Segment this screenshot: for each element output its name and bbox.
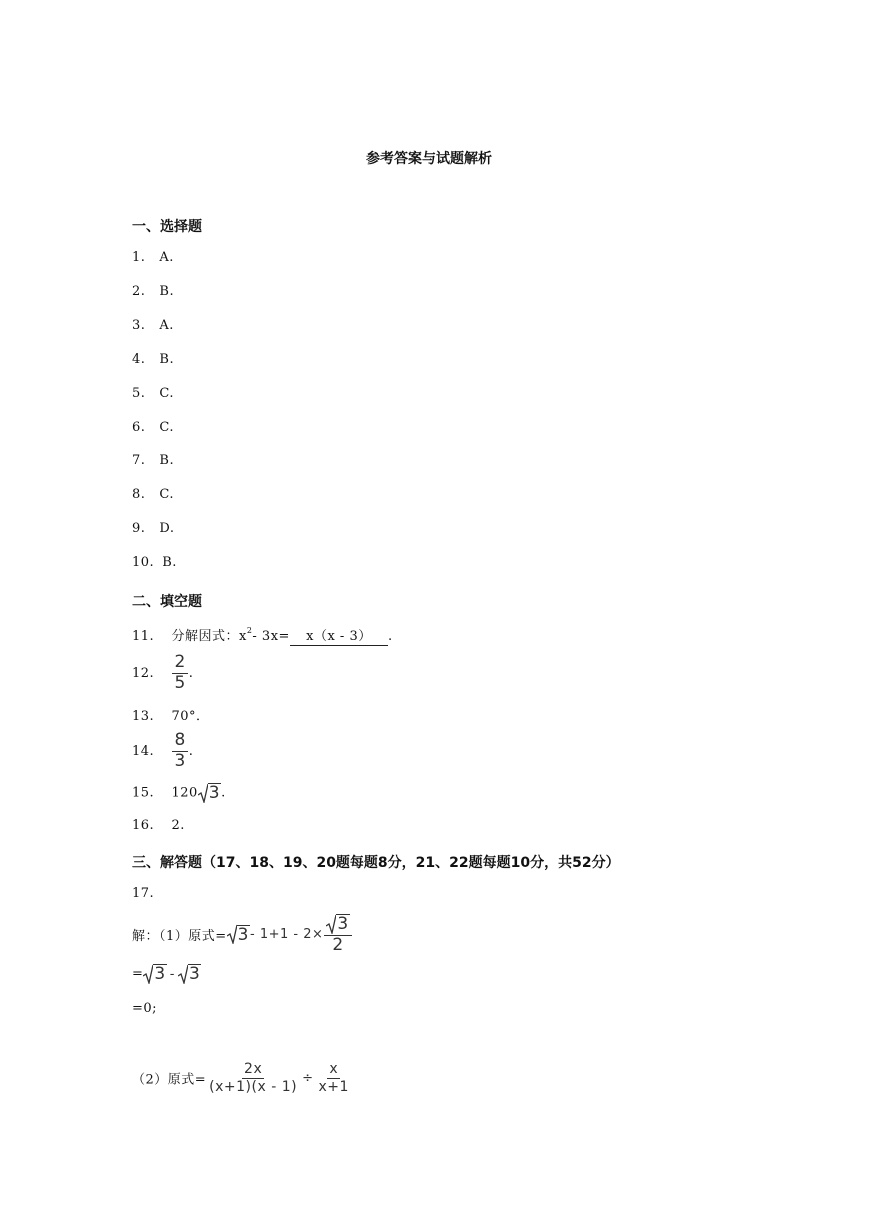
section-heading-choice: 一、选择题 <box>132 219 202 235</box>
page-title: 参考答案与试题解析 <box>366 151 492 167</box>
solution-17-line-3: =0; <box>132 1001 158 1016</box>
answer-13 <box>132 705 210 724</box>
choice-answer-4 <box>132 352 174 367</box>
answer-11-mid: - 3x= <box>252 629 290 644</box>
answer-16-value: 2. <box>171 818 185 833</box>
fraction-x-over-x-plus-1: $\frac{x}{x+1}$ <box>318 1061 349 1095</box>
choice-letter: C. <box>159 420 175 435</box>
question-number: 9. <box>132 521 146 536</box>
choice-letter: C. <box>159 487 175 502</box>
choice-answer-5 <box>132 386 174 401</box>
answer-12: 12. $\frac{2}{5}$ . <box>132 652 194 693</box>
answer-11-suffix: . <box>387 629 393 644</box>
question-number: 3. <box>132 318 146 333</box>
solution-17-line-2: = 3 - 3 <box>132 964 201 985</box>
choice-answer-1 <box>132 250 174 265</box>
question-number: 2. <box>132 284 146 299</box>
choice-answer-9 <box>132 521 175 536</box>
question-number: 1. <box>132 250 146 265</box>
solution-17-line-1: 解：（1）原式= 3 - 1+1 - 2× $\frac{3}{2}$ <box>132 914 353 955</box>
choice-answer-10 <box>132 555 177 570</box>
answer-11-exponent: 2 <box>246 626 253 635</box>
answer-11 <box>132 625 393 646</box>
question-number: 7. <box>132 453 146 468</box>
question-number: 8. <box>132 487 146 502</box>
answer-15: 15. 120 3 . <box>132 783 226 804</box>
choice-letter: B. <box>159 453 175 468</box>
question-number: 10. <box>132 555 155 570</box>
fraction-8-3: $\frac{8}{3}$ <box>174 730 186 771</box>
choice-letter: B. <box>159 284 175 299</box>
fraction-2-5: $\frac{2}{5}$ <box>174 652 186 693</box>
choice-answer-8 <box>132 487 174 502</box>
answer-11-prefix: 分解因式：x <box>171 629 247 644</box>
choice-letter: C. <box>159 386 175 401</box>
answer-14: 14. $\frac{8}{3}$ . <box>132 730 194 771</box>
choice-answer-6 <box>132 420 174 435</box>
question-number: 4. <box>132 352 146 367</box>
choice-answer-3 <box>132 318 174 333</box>
choice-letter: B. <box>162 555 177 570</box>
solution-17-line-4: （2）原式= $\frac{2x}{(x+1)(x - 1)}$ ÷ $\frac{x}{x+1}$ <box>132 1061 349 1095</box>
choice-letter: A. <box>159 318 174 333</box>
fraction-2x-over-product: $\frac{2x}{(x+1)(x - 1)}$ <box>209 1061 298 1095</box>
sqrt-symbol: 3 <box>198 783 221 803</box>
sqrt-symbol: 3 <box>326 914 349 934</box>
sqrt-symbol: 3 <box>143 964 166 984</box>
section-heading-solve: 三、解答题（17、18、19、20题每题8分，21、22题每题10分，共52分） <box>132 855 620 871</box>
question-number: 13. <box>132 709 155 724</box>
question-number: 5. <box>132 386 146 401</box>
question-number: 16. <box>132 818 155 833</box>
question-number: 15. <box>132 785 155 801</box>
section-heading-fill: 二、填空题 <box>132 594 202 610</box>
choice-letter: B. <box>159 352 175 367</box>
answer-13-value: 70°． <box>171 709 210 724</box>
choice-letter: A. <box>159 250 174 265</box>
choice-answer-2 <box>132 284 174 299</box>
answer-16 <box>132 818 185 833</box>
fraction-sqrt3-over-2: $\frac{3}{2}$ <box>324 914 351 955</box>
question-17-number: 17. <box>132 886 155 901</box>
sqrt-symbol: 3 <box>178 964 201 984</box>
question-number: 11. <box>132 629 155 644</box>
sqrt-symbol: 3 <box>227 924 250 944</box>
question-number: 14. <box>132 743 155 759</box>
choice-letter: D. <box>159 521 175 536</box>
answer-11-blank: x（x - 3） <box>290 625 388 646</box>
choice-answer-7 <box>132 453 174 468</box>
question-number: 12. <box>132 665 155 681</box>
question-number: 6. <box>132 420 146 435</box>
